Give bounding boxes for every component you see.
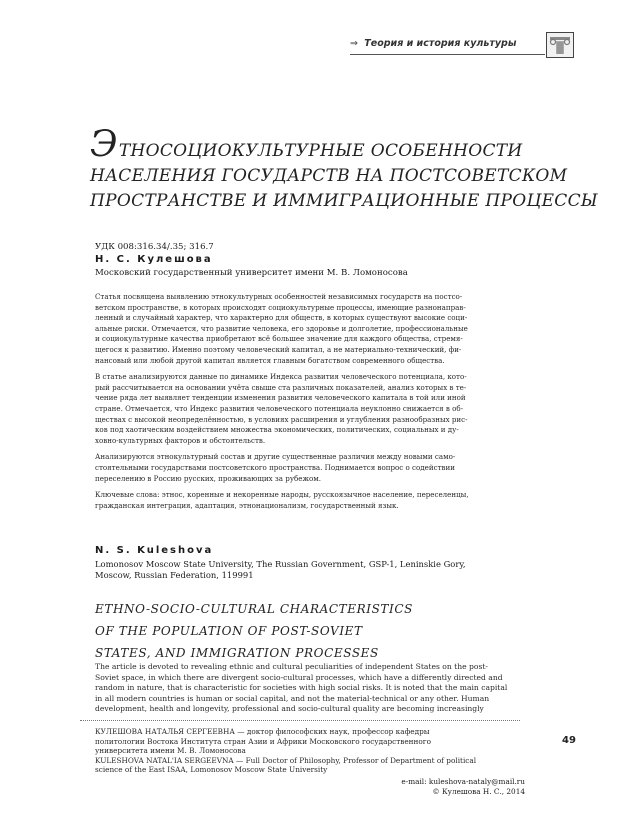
affiliation-en [95,559,525,581]
footnote-en-line: science of the East ISAA, Lomonosov Moscow State University [95,765,328,774]
abstract-line: ленный и случайный характер, что характерно для обществ, в которых существуют высокие соци- [95,313,468,323]
article-title-en [95,598,515,664]
title-en-line: ETHNO-SOCIO-CULTURAL CHARACTERISTICS [95,602,413,616]
abstract-line: и социокультурные качества приобретают всё большее значение для каждого общества, стремя- [95,334,463,344]
abstract-ru-para-3 [95,452,515,484]
page-number: 49 [562,735,576,746]
abstract-ru-para-1 [95,292,515,366]
section-rubric [350,38,540,49]
article-title-ru [90,124,598,214]
title-en-line: STATES, AND IMMIGRATION PROCESSES [95,646,379,660]
abstract-line: переселению в Россию русских, проживающих за рубежом. [95,473,322,483]
copyright-notice: © Кулешова Н. С., 2014 [432,787,525,796]
abstract-line: рый рассчитывается на основании учёта свыше ста различных показателей, анализ которых в те- [95,382,467,392]
keywords-line: Ключевые слова: этнос, коренные и некоренные народы, русскоязычное население, переселенцы, [95,490,469,500]
header-divider [350,54,545,55]
keywords-line: гражданская интеграция, адаптация, этнонационализм, государственный язык. [95,500,399,510]
keywords-ru [95,490,515,511]
title-ru-line-1-text: ТНОСОЦИОКУЛЬТУРНЫЕ ОСОБЕННОСТИ [118,141,523,161]
abstract-en-line: development, health and longevity, professional and socio-cultural quality are becoming increasingly [95,704,484,714]
author-name-en: N. S. Kuleshova [95,545,214,556]
abstract-ru [95,292,515,517]
column-capital-icon [547,33,573,57]
title-ru-line-1 [90,124,523,165]
abstract-line: стоятельными государствами постсоветского пространства. Поднимается вопрос о содействии [95,462,455,472]
title-ru-line-2: НАСЕЛЕНИЯ ГОСУДАРСТВ НА ПОСТСОВЕТСКОМ [90,166,568,186]
footnote-ru-line: политологии Востока Института стран Азии и Африки Московского государственного [95,736,431,746]
abstract-line: В статье анализируются данные по динамике Индекса развития человеческого потенциала, кото- [95,372,467,382]
abstract-line: ков под хаотическим воздействием множества экономических, политических, социальных и ду- [95,425,459,435]
footnote-en-line: KULESHOVA NATAL'IA SERGEEVNA — Full Doctor of Philosophy, Professor of Department of political [95,755,477,765]
affiliation-en-line: Lomonosov Moscow State University, The Russian Government, GSP-1, Leninskie Gory, [95,559,466,569]
abstract-en-line: Soviet space, in which there are divergent socio-cultural processes, which have a differently directed and [95,672,503,682]
abstract-line: Статья посвящена выявлению этнокультурных особенностей независимых государств на постсо- [95,292,463,301]
abstract-line: ветском пространстве, в которых происходят социокультурные процессы, имеющие разнонаправ- [95,302,466,312]
abstract-line: нансовый или любой другой капитал является главным богатством современного общества. [95,355,445,365]
author-footnote [95,727,515,775]
journal-logo [546,32,574,58]
title-ru-line-3: ПРОСТРАНСТВЕ И ИММИГРАЦИОННЫЕ ПРОЦЕССЫ [90,191,598,211]
affiliation-en-line: Moscow, Russian Federation, 119991 [95,570,254,580]
abstract-en-line: in all modern countries is human or social capital, and not the material-technical or any other. Human [95,693,490,703]
footnote-ru-line: КУЛЕШОВА НАТАЛЬЯ СЕРГЕЕВНА — доктор философских наук, профессор кафедры [95,727,430,736]
abstract-line: ществах с высокой неопределённостью, в условиях расширения и углубления разнообразных рис- [95,414,468,424]
abstract-line: чение ряда лет выявляет тенденции изменения развития человеческого капитала в той или иной [95,393,466,403]
abstract-en [95,662,515,715]
abstract-line: Анализируются этнокультурный состав и другие существенные различия между новыми само- [95,452,456,462]
author-name-ru: Н. С. Кулешова [95,254,213,265]
footnote-divider [80,720,520,721]
footnote-ru-line: университета имени М. В. Ломоносова [95,746,246,755]
affiliation-ru: Московский государственный университет имени М. В. Ломоносова [95,268,408,278]
double-arrow-icon: ⇒ [350,38,358,49]
title-dropcap: Э [90,124,118,165]
udk-code: УДК 008:316.34/.35; 316.7 [95,242,214,252]
abstract-line: стране. Отмечается, что Индекс развития человеческого потенциала неуклонно снижается в об- [95,403,464,413]
abstract-line: ховно-культурных факторов и обстоятельств. [95,435,266,445]
rubric-label: Теория и история культуры [364,38,517,49]
abstract-line: щегося к развитию. Именно поэтому человеческий капитал, а не материально-технический, фи- [95,344,462,354]
abstract-en-line: random in nature, that is characteristic for societies with high social risks. It is noted that the main capital [95,683,508,693]
abstract-ru-para-2 [95,372,515,446]
abstract-en-line: The article is devoted to revealing ethnic and cultural peculiarities of independent States on the post- [95,662,488,671]
title-en-line: OF THE POPULATION OF POST-SOVIET [95,624,363,638]
author-email[interactable]: e-mail: kuleshova-nataly@mail.ru [401,777,525,786]
abstract-line: альные риски. Отмечается, что развитие человека, его здоровье и долголетие, профессиональные [95,323,468,333]
